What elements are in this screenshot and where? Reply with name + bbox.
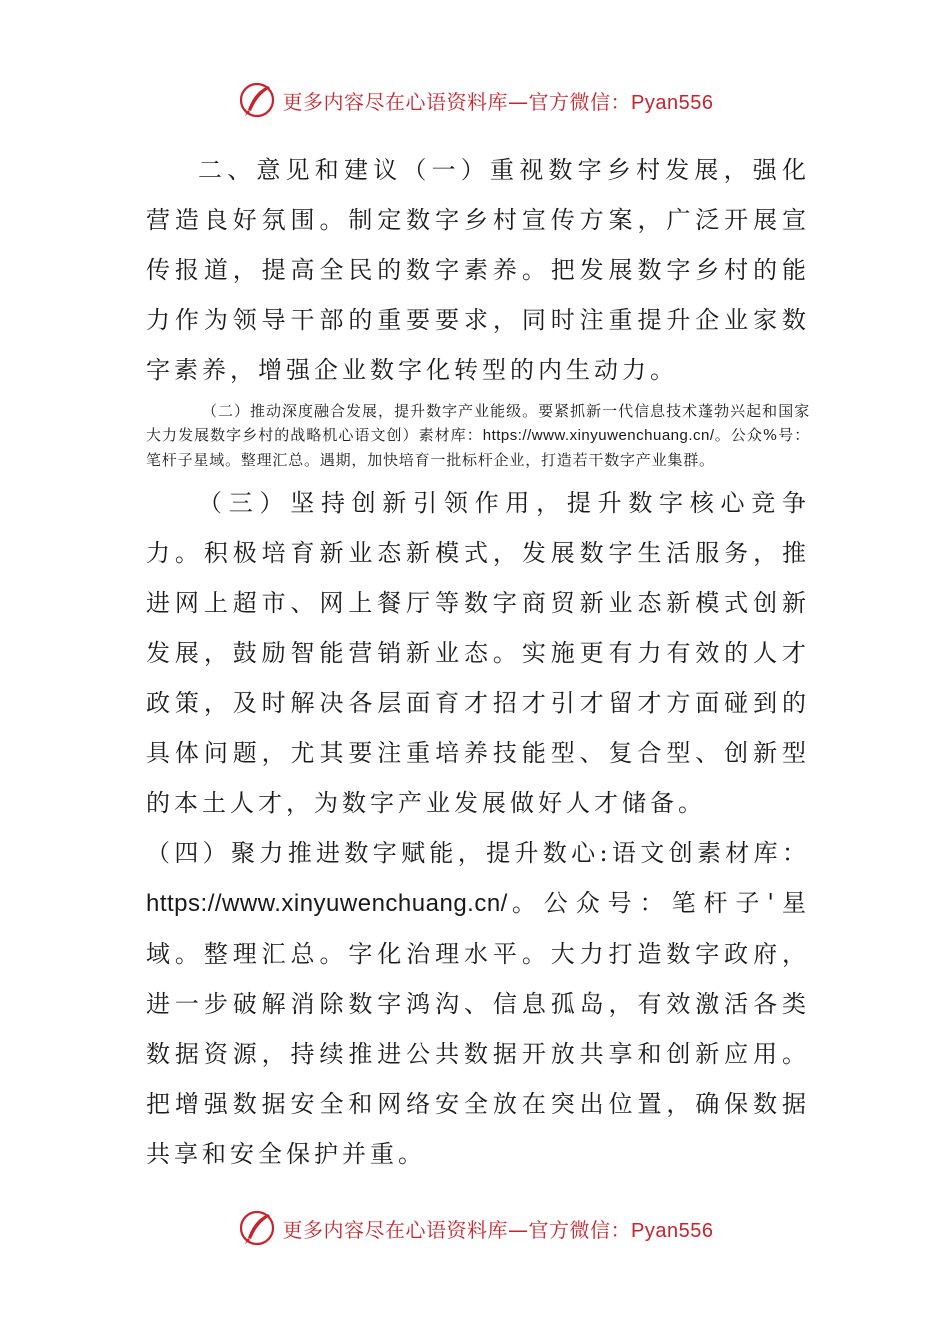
paragraph-innovation: （三）坚持创新引领作用，提升数字核心竞争力。积极培育新业态新模式，发展数字生活服务，推进网上超市、网上餐厅等数字商贸新业态新模式创新发展，鼓励智能营销新业态。实施更有力有效的人才政策，及时解决各层面育才招才引才留才方面碰到的具体问题，尤其要注重培养技能型、复合型、创新型的本土人才，为数字产业发展做好人才储备。 [146, 489, 810, 817]
footer-banner-text: 更多内容尽在心语资料库—官方微信：Pyan556 [282, 1217, 714, 1242]
quill-pen-logo-icon [237, 1208, 277, 1248]
header-banner [0, 80, 950, 120]
paragraph-integration: （二）推动深度融合发展，提升数字产业能级。要紧抓新一代信息技术蓬勃兴起和国家大力发展数字乡村的战略机心语文创）素材库：https://www.xinyuwenchuang.cn/。公众%号：笔杆子星域。整理汇总。遇期，加快培育一批标杆企业，打造若干数字产业集群。 [146, 402, 810, 469]
paragraph-empowerment: （四）聚力推进数字赋能，提升数心:语文创素材库：https://www.xinyuwenchuang.cn/。公众号：笔杆子'星域。整理汇总。字化治理水平。大力打造数字政府，进一步破解消除数字鸿沟、信息孤岛，有效激活各类数据资源，持续推进公共数据开放共享和创新应用。把增强数据安全和网络安全放在突出位置，确保数据共享和安全保护并重。 [146, 839, 810, 1168]
paragraph-opinions: 二、意见和建议（一）重视数字乡村发展，强化营造良好氛围。制定数字乡村宣传方案，广泛开展宣传报道，提高全民的数字素养。把发展数字乡村的能力作为领导干部的重要要求，同时注重提升企业家数字素养，增强企业数字化转型的内生动力。 [146, 156, 810, 384]
header-banner-text: 更多内容尽在心语资料库—官方微信：Pyan556 [282, 89, 714, 114]
footer-banner [0, 1208, 950, 1248]
paragraph-integration-url: https://www.xinyuwenchuang.cn/ [482, 427, 715, 444]
paragraph-empowerment-url: https://www.xinyuwenchuang.cn/ [146, 890, 508, 917]
quill-pen-logo-icon [237, 80, 277, 120]
document-body [146, 145, 810, 1179]
